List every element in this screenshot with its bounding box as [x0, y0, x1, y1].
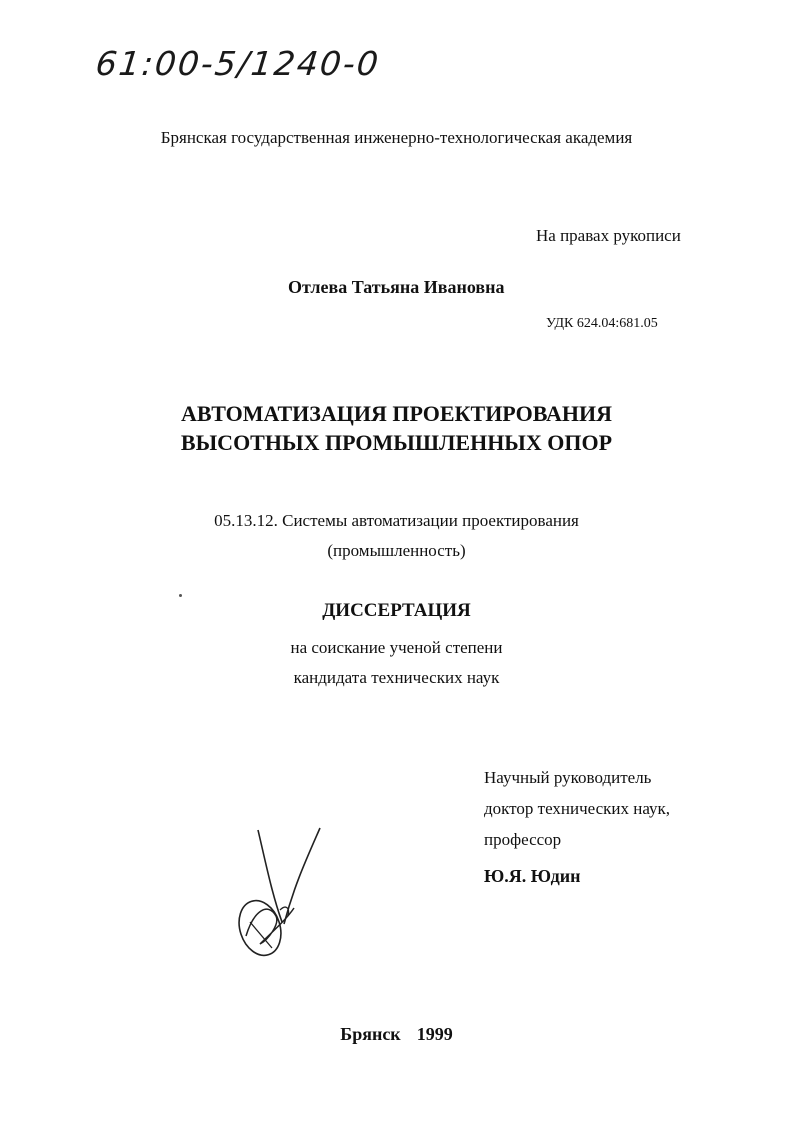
- supervisor-role: Научный руководитель: [484, 768, 652, 787]
- thesis-title-line-2: ВЫСОТНЫХ ПРОМЫШЛЕННЫХ ОПОР: [180, 430, 613, 455]
- institution-name: Брянская государственная инженерно-технологическая академия: [160, 128, 633, 147]
- supervisor-block: [484, 762, 670, 892]
- footer-year: 1999: [416, 1024, 453, 1044]
- thesis-title: [0, 399, 793, 457]
- supervisor-name: Ю.Я. Юдин: [484, 866, 581, 886]
- specialty-line-1: 05.13.12. Системы автоматизации проектирования: [214, 511, 579, 530]
- udk-code: УДК 624.04:681.05: [546, 316, 658, 331]
- thesis-title-line-1: АВТОМАТИЗАЦИЯ ПРОЕКТИРОВАНИЯ: [180, 401, 613, 426]
- supervisor-title: профессор: [484, 830, 562, 849]
- degree-sought: [0, 633, 793, 693]
- specialty: [0, 506, 793, 566]
- footer-city-year: [0, 1024, 793, 1045]
- scan-speck: [179, 594, 182, 597]
- handwritten-archive-code: 61:00-5/1240-0: [93, 44, 383, 83]
- document-type: ДИССЕРТАЦИЯ: [322, 600, 471, 621]
- degree-line-1: на соискание ученой степени: [290, 638, 503, 657]
- author-name: Отлева Татьяна Ивановна: [288, 277, 505, 297]
- degree-line-2: кандидата технических наук: [293, 668, 500, 687]
- handwritten-signature: [228, 824, 328, 964]
- manuscript-rights-note: На правах рукописи: [536, 226, 681, 245]
- footer-city: Брянск: [340, 1024, 401, 1044]
- supervisor-degree: доктор технических наук,: [484, 799, 671, 818]
- specialty-line-2: (промышленность): [327, 541, 466, 560]
